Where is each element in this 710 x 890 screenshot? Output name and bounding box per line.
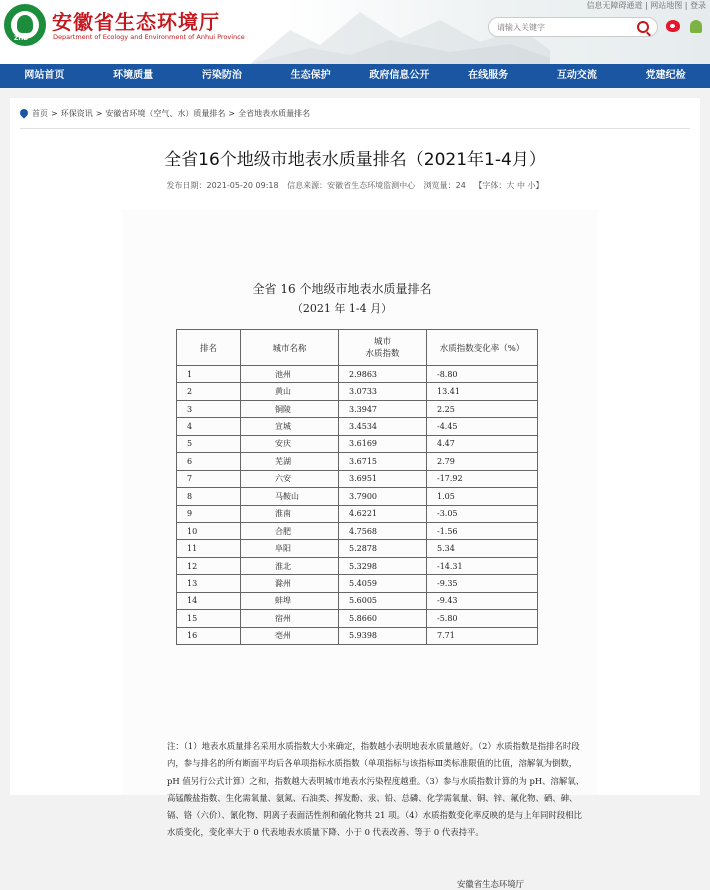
cell-city: 铜陵 xyxy=(241,400,339,417)
nav-item-ecology-protection[interactable]: 生态保护 xyxy=(290,70,331,81)
cell-index: 3.4534 xyxy=(339,418,427,435)
cell-change-rate: 4.47 xyxy=(427,435,538,452)
article-card xyxy=(10,98,700,889)
nav-item-interaction[interactable]: 互动交流 xyxy=(556,70,597,81)
nav-item-environment-quality[interactable]: 环境质量 xyxy=(113,70,154,81)
cell-change-rate: 1.05 xyxy=(427,488,538,505)
cell-change-rate: 13.41 xyxy=(427,383,538,400)
main-navigation xyxy=(0,64,710,88)
cell-index: 3.7900 xyxy=(339,488,427,505)
cell-rank: 2 xyxy=(177,383,241,400)
cell-rank: 8 xyxy=(177,488,241,505)
nav-item-online-service[interactable]: 在线服务 xyxy=(468,70,509,81)
cell-index: 5.9398 xyxy=(339,627,427,644)
site-header xyxy=(0,0,710,64)
search-box xyxy=(488,17,658,37)
cell-rank: 7 xyxy=(177,470,241,487)
cell-city: 合肥 xyxy=(241,522,339,539)
breadcrumb-separator: > xyxy=(228,109,236,118)
search-input[interactable] xyxy=(497,21,627,34)
table-row xyxy=(177,488,538,505)
cell-rank: 4 xyxy=(177,418,241,435)
cell-city: 芜湖 xyxy=(241,453,339,470)
android-app-icon[interactable] xyxy=(690,20,702,33)
cell-change-rate: 7.71 xyxy=(427,627,538,644)
site-subtitle: Department of Ecology and Environment of Anhui Province xyxy=(53,33,245,41)
department-emblem-logo[interactable]: ZHB xyxy=(4,4,46,46)
breadcrumb-separator: > xyxy=(51,109,58,118)
table-row xyxy=(177,575,538,592)
document-notes: 注：（1）地表水质量排名采用水质指数大小来确定，指数越小表明地表水质量越好。（2）水质指数是指排名时段内，参与排名的所有断面平均后各单项指标水质指数（单项指标与该指标Ⅲ类标准限值的比值，溶解氧为倒数，pH 值另行公式计算）之和，指数越大表明城市地表水污染程度越重。（3）参与水质指数计算的为 pH、溶解氧、高锰酸盐指数、生化需氧量、氨氮、石油类、挥发酚、汞、铅、总磷、化学需氧量、铜、锌、氟化物、硒、砷、镉、铬（六价）、氰化物、阴离子表面活性剂和硫化物共 21 项。（4）水质指数变化率反映的是与上年同时段相比水质变化，变化率大于 0 代表地表水质量下降、小于 0 代表改善、等于 0 代表持平。 xyxy=(167,741,585,838)
scanned-document xyxy=(122,210,598,889)
cell-rank: 16 xyxy=(177,627,241,644)
cell-index: 5.3298 xyxy=(339,557,427,574)
cell-index: 3.0733 xyxy=(339,383,427,400)
breadcrumb xyxy=(20,108,310,119)
cell-city: 宣城 xyxy=(241,418,339,435)
top-utility-links[interactable]: 信息无障碍通道 | 网站地图 | 登录 xyxy=(586,1,706,10)
cell-rank: 12 xyxy=(177,557,241,574)
weibo-icon[interactable] xyxy=(666,20,680,32)
publish-date: 发布日期：2021-05-20 09:18 xyxy=(166,181,279,190)
cell-index: 5.2878 xyxy=(339,540,427,557)
cell-change-rate: -8.80 xyxy=(427,366,538,383)
cell-change-rate: 5.34 xyxy=(427,540,538,557)
cell-change-rate: -14.31 xyxy=(427,557,538,574)
cell-rank: 9 xyxy=(177,505,241,522)
table-row xyxy=(177,470,538,487)
cell-change-rate: -9.35 xyxy=(427,575,538,592)
header-rank: 排名 xyxy=(177,330,241,366)
ranking-table-body xyxy=(177,366,538,645)
table-row xyxy=(177,453,538,470)
location-pin-icon xyxy=(20,109,28,119)
cell-city: 宿州 xyxy=(241,610,339,627)
cell-index: 4.7568 xyxy=(339,522,427,539)
cell-rank: 5 xyxy=(177,435,241,452)
cell-city: 阜阳 xyxy=(241,540,339,557)
cell-rank: 14 xyxy=(177,592,241,609)
cell-rank: 15 xyxy=(177,610,241,627)
info-source: 信息来源：安徽省生态环境监测中心 xyxy=(287,181,416,190)
cell-rank: 11 xyxy=(177,540,241,557)
view-count: 浏览量：24 xyxy=(423,181,466,190)
nav-item-pollution-control[interactable]: 污染防治 xyxy=(201,70,242,81)
table-row xyxy=(177,435,538,452)
cell-change-rate: -5.80 xyxy=(427,610,538,627)
table-row xyxy=(177,505,538,522)
cell-change-rate: 2.25 xyxy=(427,400,538,417)
breadcrumb-news[interactable]: 环保资讯 xyxy=(60,109,93,118)
nav-item-party-building[interactable]: 党建纪检 xyxy=(645,70,686,81)
cell-change-rate: -17.92 xyxy=(427,470,538,487)
cell-change-rate: 2.79 xyxy=(427,453,538,470)
table-row xyxy=(177,366,538,383)
header-city: 城市名称 xyxy=(241,330,339,366)
cell-rank: 1 xyxy=(177,366,241,383)
cell-index: 2.9863 xyxy=(339,366,427,383)
breadcrumb-current[interactable]: 全省地表水质量排名 xyxy=(238,109,311,118)
cell-city: 滁州 xyxy=(241,575,339,592)
search-icon[interactable] xyxy=(637,21,649,33)
table-row xyxy=(177,610,538,627)
cell-city: 黄山 xyxy=(241,383,339,400)
cell-change-rate: -1.56 xyxy=(427,522,538,539)
cell-city: 池州 xyxy=(241,366,339,383)
cell-change-rate: -9.43 xyxy=(427,592,538,609)
breadcrumb-divider xyxy=(20,128,690,129)
nav-item-government-info[interactable]: 政府信息公开 xyxy=(369,70,430,81)
site-title[interactable]: 安徽省生态环境厅 xyxy=(52,10,220,34)
cell-rank: 3 xyxy=(177,400,241,417)
cell-index: 3.6169 xyxy=(339,435,427,452)
document-signoff: 安徽省生态环境厅 xyxy=(457,879,524,889)
table-row xyxy=(177,627,538,644)
cell-rank: 13 xyxy=(177,575,241,592)
cell-rank: 6 xyxy=(177,453,241,470)
breadcrumb-quality-ranking[interactable]: 安徽省环境（空气、水）质量排名 xyxy=(105,109,226,118)
cell-change-rate: -4.45 xyxy=(427,418,538,435)
article-meta xyxy=(10,180,700,191)
document-subtitle: （2021 年 1-4 月） xyxy=(291,302,393,315)
header-change-rate: 水质指数变化率（%） xyxy=(427,330,538,366)
table-header-row xyxy=(177,330,538,366)
header-index: 城市 水质指数 xyxy=(339,330,427,366)
cell-city: 蚌埠 xyxy=(241,592,339,609)
cell-index: 5.6005 xyxy=(339,592,427,609)
cell-city: 安庆 xyxy=(241,435,339,452)
table-row xyxy=(177,400,538,417)
cell-index: 3.3947 xyxy=(339,400,427,417)
breadcrumb-separator: > xyxy=(95,109,103,118)
cell-city: 马鞍山 xyxy=(241,488,339,505)
cell-change-rate: -3.05 xyxy=(427,505,538,522)
cell-index: 3.6715 xyxy=(339,453,427,470)
cell-rank: 10 xyxy=(177,522,241,539)
cell-index: 3.6951 xyxy=(339,470,427,487)
font-size-control[interactable]: 【字体：大 中 小】 xyxy=(474,181,544,190)
table-row xyxy=(177,557,538,574)
cell-index: 5.4059 xyxy=(339,575,427,592)
ranking-table xyxy=(176,329,538,645)
cell-city: 亳州 xyxy=(241,627,339,644)
table-row xyxy=(177,383,538,400)
nav-item-home[interactable]: 网站首页 xyxy=(24,70,65,81)
table-row xyxy=(177,418,538,435)
table-row xyxy=(177,540,538,557)
cell-city: 淮南 xyxy=(241,505,339,522)
table-row xyxy=(177,522,538,539)
cell-city: 六安 xyxy=(241,470,339,487)
cell-index: 4.6221 xyxy=(339,505,427,522)
table-row xyxy=(177,592,538,609)
cell-index: 5.8660 xyxy=(339,610,427,627)
cell-city: 淮北 xyxy=(241,557,339,574)
document-title: 全省 16 个地级市地表水质量排名 xyxy=(252,282,432,296)
breadcrumb-home[interactable]: 首页 xyxy=(32,109,48,118)
article-title: 全省16个地级市地表水质量排名（2021年1-4月） xyxy=(164,150,546,170)
